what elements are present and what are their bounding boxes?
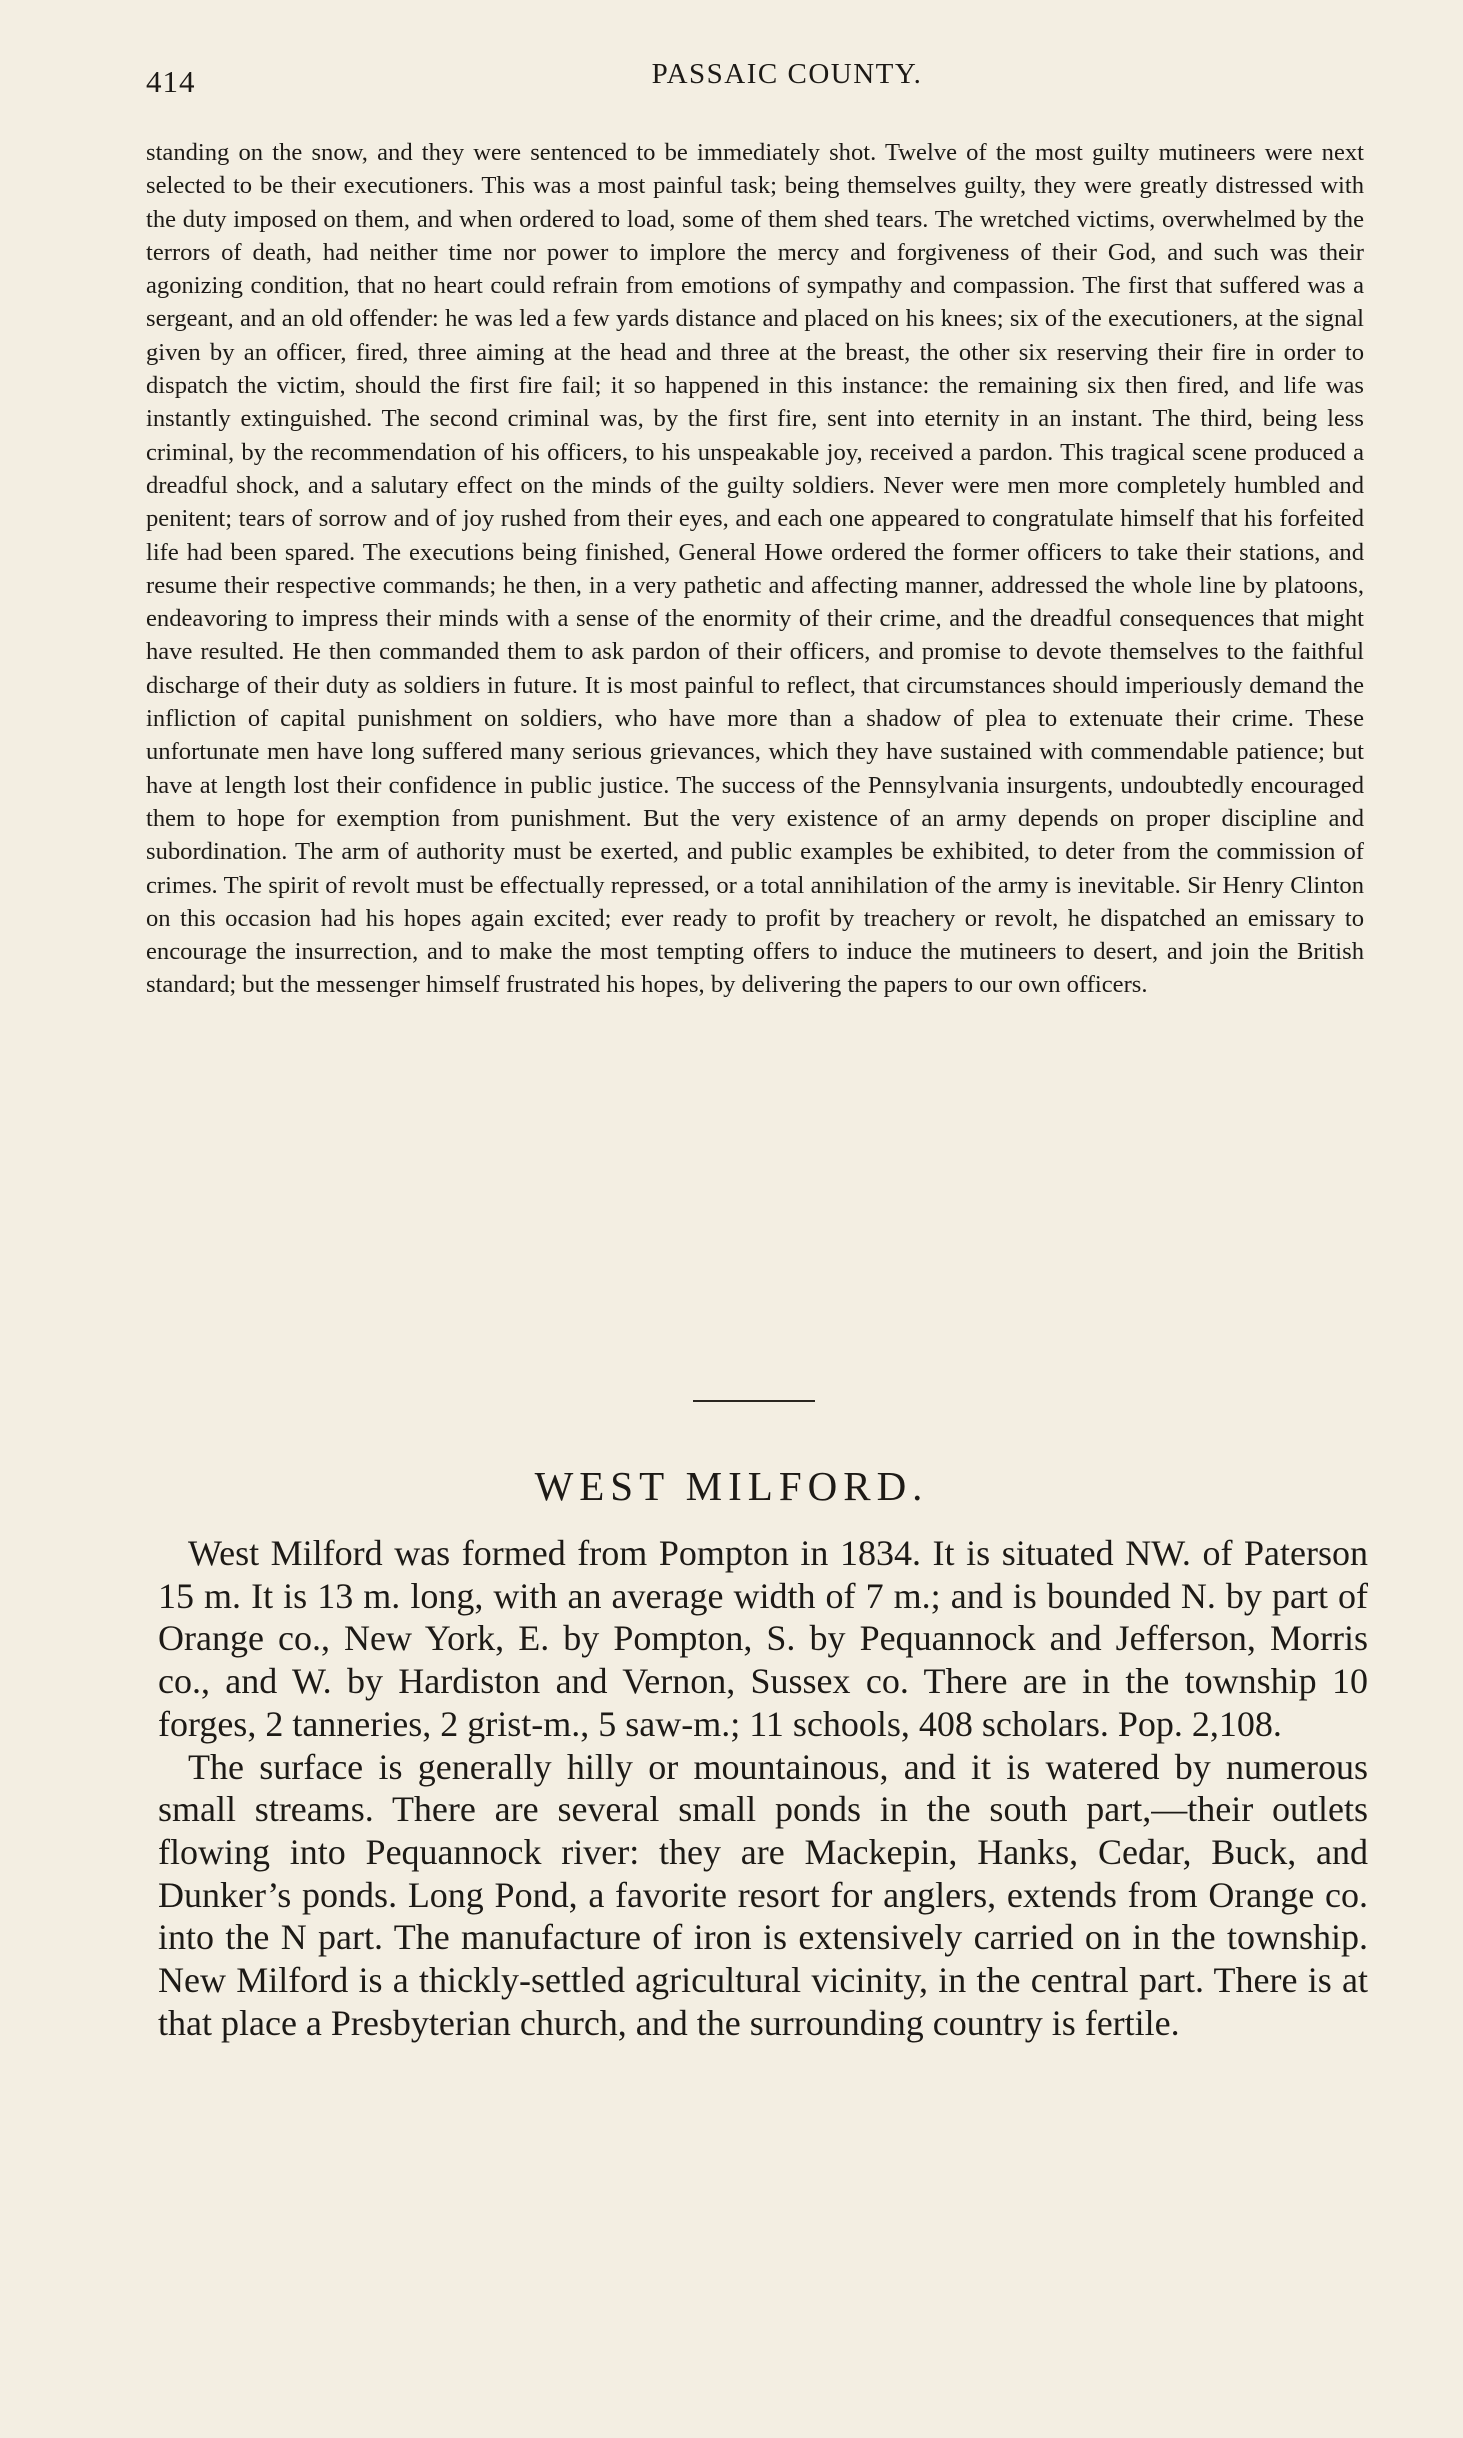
section-title: WEST MILFORD. [534, 1463, 929, 1509]
section-body [158, 1532, 1368, 2044]
running-head: PASSAIC COUNTY. [651, 58, 923, 90]
section-divider [693, 1400, 815, 1402]
section-paragraph-2: The surface is generally hilly or mountainous, and it is watered by numerous small streams. There are several small ponds in the south part,—their outlets flowing into Pequannock river: they are Mackepin, Hanks, Cedar, Buck, and Dunker’s ponds. Long Pond, a favorite resort for anglers, extends from Orange co. into the N part. The manufacture of iron is extensively carried on in the township. New Milford is a thickly-settled agricultural vicinity, in the central part. There is at that place a Presbyterian church, and the surrounding country is fertile. [158, 1746, 1368, 2043]
page-number: 414 [146, 64, 196, 99]
section-paragraph-1: West Milford was formed from Pompton in 1834. It is situated NW. of Paterson 15 m. It is 13 m. long, with an average width of 7 m.; and is bounded N. by part of Orange co., New York, E. by Pompton, S. by Pequannock and Jefferson, Morris co., and W. by Hardiston and Vernon, Sussex co. There are in the township 10 forges, 2 tanneries, 2 grist-m., 5 saw-m.; 11 schools, 408 scholars. Pop. 2,108. [158, 1533, 1368, 1744]
continuation-paragraph: standing on the snow, and they were sentenced to be immediately shot. Twelve of the most guilty mutineers were next selected to be their executioners. This was a most painful task; being themselves guilty, they were greatly distressed with the duty imposed on them, and when ordered to load, some of them shed tears. The wretched victims, overwhelmed by the terrors of death, had neither time nor power to implore the mercy and forgiveness of their God, and such was their agonizing condition, that no heart could refrain from emotions of sympathy and compassion. The first that suffered was a sergeant, and an old offender: he was led a few yards distance and placed on his knees; six of the executioners, at the signal given by an officer, fired, three aiming at the head and three at the breast, the other six reserving their fire in order to dispatch the victim, should the first fire fail; it so happened in this instance: the remaining six then fired, and life was instantly extinguished. The second criminal was, by the first fire, sent into eternity in an instant. The third, being less criminal, by the recommendation of his officers, to his unspeakable joy, received a pardon. This tragical scene produced a dreadful shock, and a salutary effect on the minds of the guilty soldiers. Never were men more completely humbled and penitent; tears of sorrow and of joy rushed from their eyes, and each one appeared to congratulate himself that his forfeited life had been spared. The executions being finished, General Howe ordered the former officers to take their stations, and resume their respective commands; he then, in a very pathetic and affecting manner, addressed the whole line by platoons, endeavoring to impress their minds with a sense of the enormity of their crime, and the dreadful consequences that might have resulted. He then commanded them to ask pardon of their officers, and promise to devote themselves to the faithful discharge of their duty as soldiers in future. It is most painful to reflect, that circumstances should imperiously demand the infliction of capital punishment on soldiers, who have more than a shadow of plea to extenuate their crime. These unfortunate men have long suffered many serious grievances, which they have sustained with commendable patience; but have at length lost their confidence in public justice. The success of the Pennsylvania insurgents, undoubtedly encouraged them to hope for exemption from punishment. But the very existence of an army depends on proper discipline and subordination. The arm of authority must be exerted, and public examples be exhibited, to deter from the commission of crimes. The spirit of revolt must be effectually repressed, or a total annihilation of the army is inevitable. Sir Henry Clinton on this occasion had his hopes again excited; ever ready to profit by treachery or revolt, he dispatched an emissary to encourage the insurrection, and to make the most tempting offers to induce the mutineers to desert, and join the British standard; but the messenger himself frustrated his hopes, by delivering the papers to our own officers. [146, 139, 1364, 999]
page-header [146, 52, 1368, 102]
